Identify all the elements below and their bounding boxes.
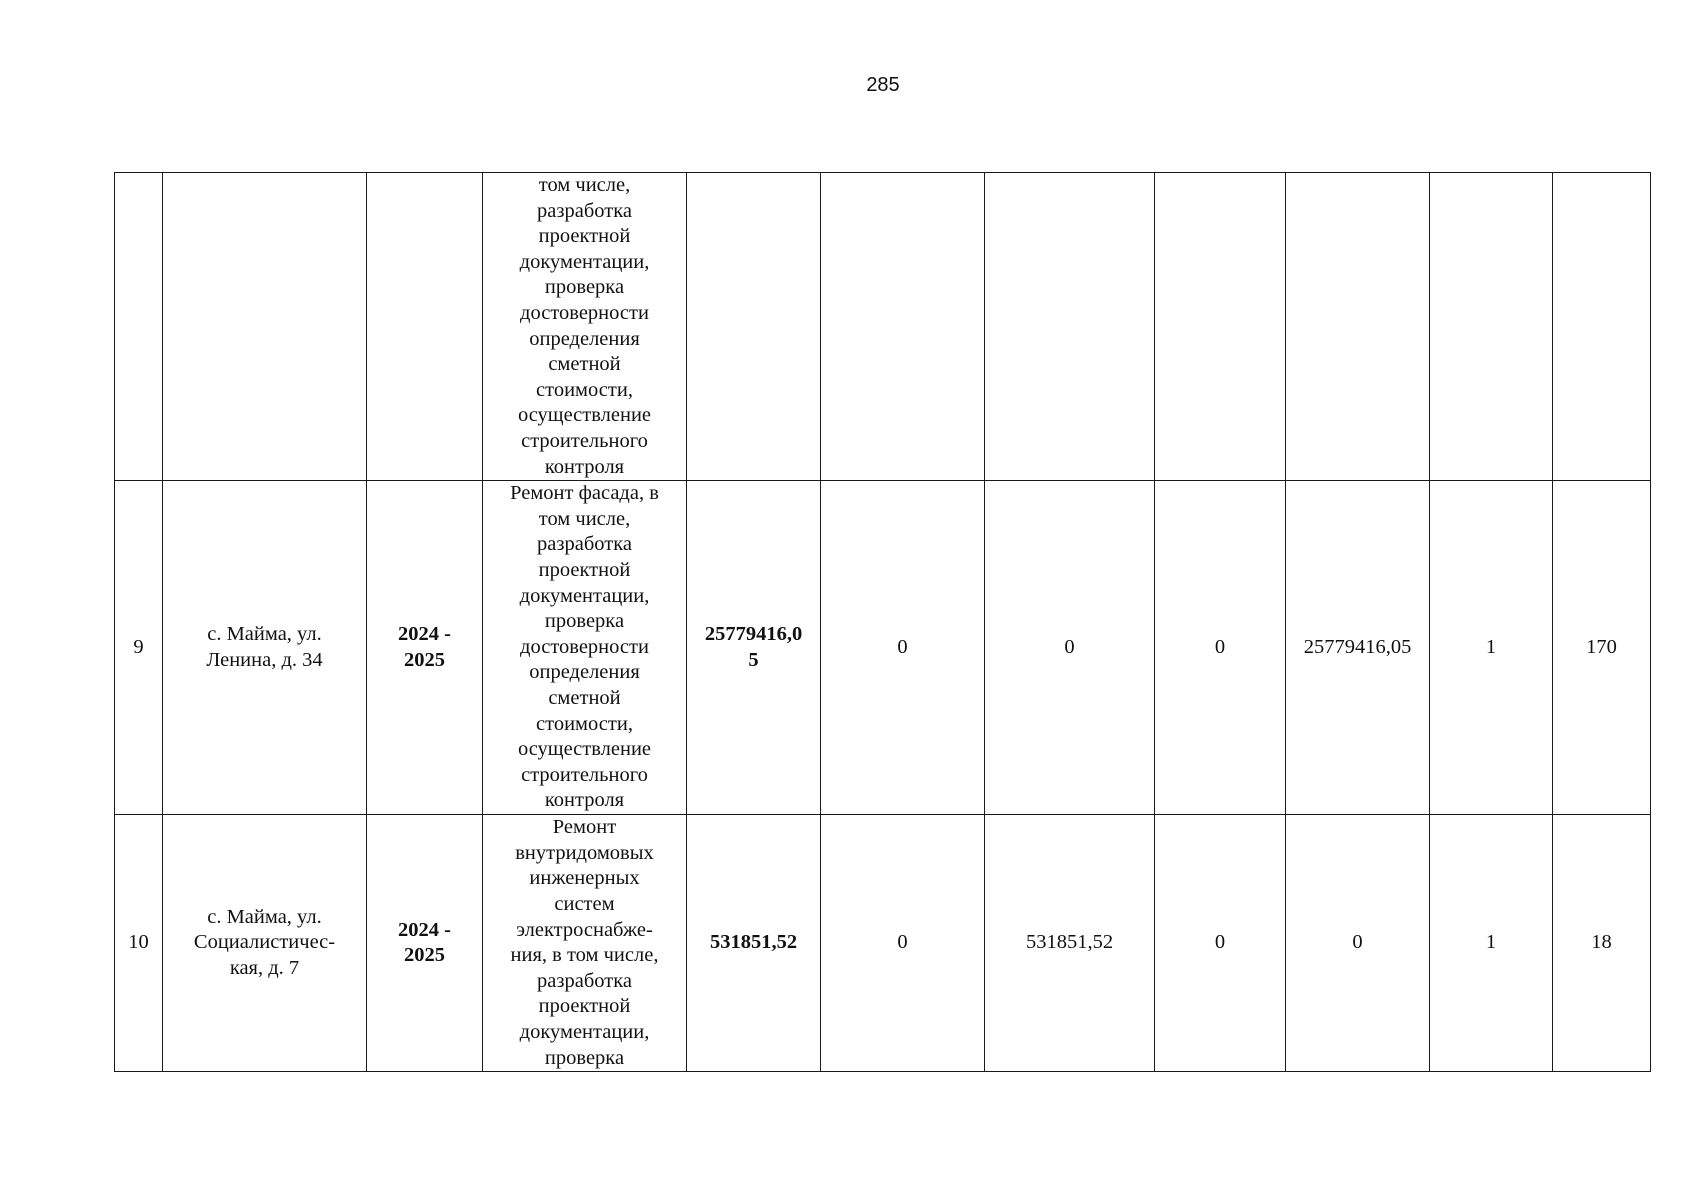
text-line: стоимости,	[536, 712, 633, 735]
cost-cell-4	[1286, 481, 1430, 815]
cost-cell-1	[821, 481, 985, 815]
row-number: 10	[128, 931, 149, 954]
row-number-cell	[115, 173, 163, 481]
row-number: 9	[133, 635, 144, 658]
cost-value: 0	[1214, 931, 1226, 954]
text-line: 2024 -	[398, 918, 451, 941]
cost-value: 0	[897, 931, 908, 954]
years-cell	[367, 173, 483, 481]
text-line: 25779416,0	[704, 623, 803, 646]
text-line: контроля	[544, 455, 625, 478]
text-line: 2025	[404, 944, 445, 967]
cost-value: 0	[1214, 635, 1226, 658]
cost-cell-3	[1155, 815, 1286, 1072]
text-line: проектной	[538, 995, 631, 1018]
text-line: с. Майма, ул.	[207, 623, 322, 646]
cost-cell-2	[985, 815, 1155, 1072]
cost-cell-1	[821, 173, 985, 481]
row-number-cell	[115, 481, 163, 815]
works-table	[114, 172, 1651, 1072]
address-cell	[163, 481, 367, 815]
text-line: систем	[554, 892, 615, 915]
years-cell	[367, 481, 483, 815]
cost-value: 25779416,05	[1303, 635, 1412, 658]
cost-value: 0	[897, 635, 908, 658]
text-line: 5	[748, 648, 759, 671]
last-value: 18	[1591, 931, 1612, 954]
text-line: определения	[529, 661, 640, 684]
page-number: 285	[866, 74, 900, 96]
last-value: 170	[1586, 635, 1617, 658]
work-description-cell	[483, 815, 687, 1072]
text-line: определения	[529, 327, 640, 350]
work-description-cell	[483, 481, 687, 815]
cost-cell-1	[821, 815, 985, 1072]
table-row	[115, 481, 1651, 815]
last-value-cell	[1553, 173, 1651, 481]
cost-value: 531851,52	[1025, 931, 1114, 954]
text-line: проектной	[538, 225, 631, 248]
text-line: строительного	[521, 763, 648, 786]
text-line: документации,	[519, 584, 650, 607]
text-line: том числе,	[538, 174, 631, 196]
text-line: разработка	[537, 969, 632, 992]
text-line: разработка	[537, 199, 632, 222]
text-line: инженерных	[529, 867, 640, 890]
text-line: сметной	[548, 687, 621, 710]
total-cost-cell	[687, 173, 821, 481]
text-line: том числе,	[538, 507, 631, 530]
text-line: электроснабже-	[516, 918, 653, 941]
text-line: осуществление	[517, 404, 652, 427]
text-line: стоимости,	[536, 378, 633, 401]
text-line: проверка	[544, 1046, 625, 1069]
cost-cell-2	[985, 481, 1155, 815]
count-cell	[1430, 173, 1553, 481]
text-line: проектной	[538, 559, 631, 582]
text-line: кая, д. 7	[229, 956, 300, 979]
count-value: 1	[1485, 635, 1497, 658]
table-row	[115, 173, 1651, 481]
text-line: строительного	[521, 429, 648, 452]
text-line: с. Майма, ул.	[207, 905, 322, 928]
cost-cell-2	[985, 173, 1155, 481]
text-line: осуществление	[517, 738, 652, 761]
text-line: ния, в том числе,	[510, 944, 659, 967]
text-line: разработка	[537, 533, 632, 556]
total-cost-cell	[687, 815, 821, 1072]
text-line: достоверности	[520, 635, 649, 658]
last-value-cell	[1553, 815, 1651, 1072]
count-cell	[1430, 481, 1553, 815]
row-number-cell	[115, 815, 163, 1072]
cost-value: 0	[1064, 635, 1075, 658]
address-cell	[163, 173, 367, 481]
text-line: 531851,52	[709, 931, 798, 954]
text-line: документации,	[519, 250, 650, 273]
text-line: внутридомовых	[515, 841, 654, 864]
text-line: проверка	[544, 276, 625, 299]
total-cost-cell	[687, 481, 821, 815]
cost-cell-4	[1286, 173, 1430, 481]
text-line: сметной	[548, 353, 621, 376]
table-body	[115, 173, 1651, 1072]
count-value: 1	[1485, 931, 1497, 954]
text-line: 2025	[404, 648, 445, 671]
cost-cell-3	[1155, 481, 1286, 815]
table-row	[115, 815, 1651, 1072]
last-value-cell	[1553, 481, 1651, 815]
cost-value: 0	[1352, 931, 1363, 954]
count-cell	[1430, 815, 1553, 1072]
cost-cell-4	[1286, 815, 1430, 1072]
text-line: Ленина, д. 34	[206, 648, 323, 671]
address-cell	[163, 815, 367, 1072]
years-cell	[367, 815, 483, 1072]
work-description-cell	[483, 173, 687, 481]
text-line: Социалистичес-	[193, 931, 336, 954]
text-line: Ремонт	[552, 816, 617, 839]
text-line: проверка	[544, 610, 625, 633]
text-line: документации,	[519, 1020, 650, 1043]
cost-cell-3	[1155, 173, 1286, 481]
text-line: Ремонт фасада, в	[510, 482, 659, 505]
text-line: контроля	[544, 789, 625, 812]
text-line: 2024 -	[398, 623, 451, 646]
text-line: достоверности	[520, 301, 649, 324]
